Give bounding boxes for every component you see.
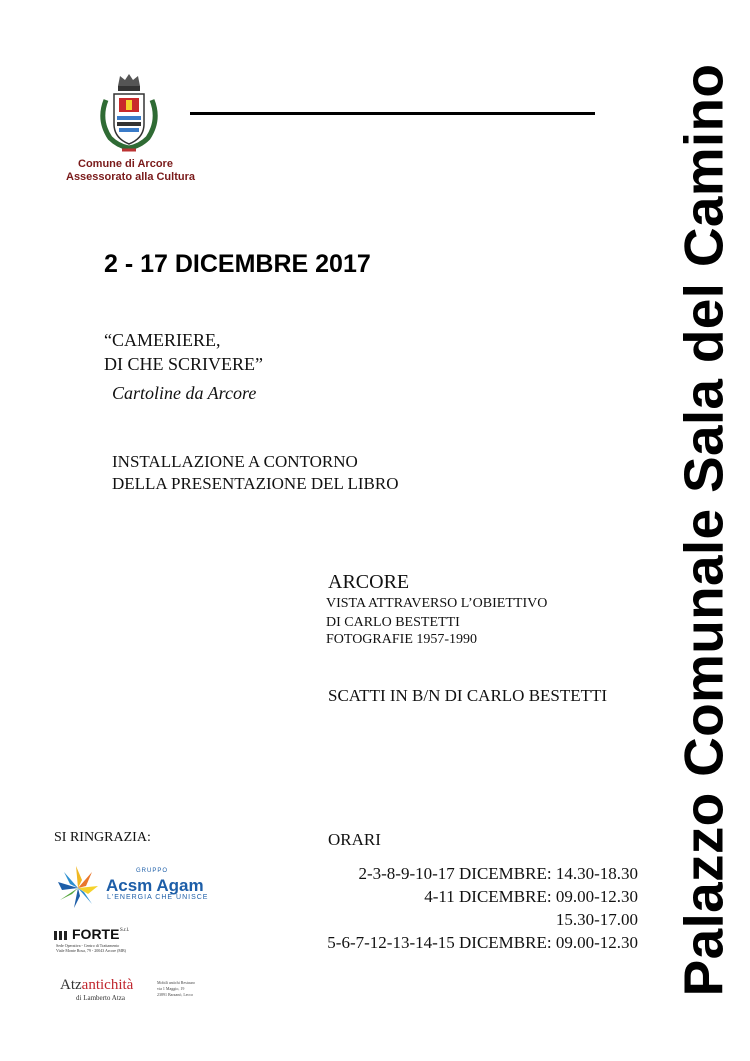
- thanks-label: SI RINGRAZIA:: [54, 830, 151, 845]
- atz-address-line-1: Mobili antichi Restauro: [157, 980, 195, 985]
- event-date: 2 - 17 DICEMBRE 2017: [104, 250, 371, 278]
- acsm-agam-name: Acsm Agam: [106, 876, 204, 895]
- forte-address-line-1: Sede Operativa - Centro di Trattamento: [56, 943, 120, 948]
- schedule-label: ORARI: [328, 830, 381, 849]
- forte-suffix: S.r.l.: [120, 928, 130, 933]
- schedule-row: 5-6-7-12-13-14-15 DICEMBRE: 09.00-12.30: [327, 933, 638, 952]
- forte-logo-icon: [54, 931, 70, 940]
- org-line-1: Comune di Arcore: [78, 158, 173, 170]
- book-title-line-2: DI CHE SCRIVERE”: [104, 354, 263, 374]
- forte-name: FORTE: [72, 926, 120, 942]
- atz-antichita-name: [60, 977, 133, 994]
- schedule-row: 2-3-8-9-10-17 DICEMBRE: 14.30-18.30: [358, 864, 638, 883]
- installation-line-2: DELLA PRESENTAZIONE DEL LIBRO: [112, 474, 399, 493]
- atz-address-line-3: 23891 Barzanò, Lecco: [157, 992, 194, 997]
- atz-address-line-2: via 1 Maggio, 19: [157, 986, 185, 991]
- schedule-row: 15.30-17.00: [555, 910, 638, 929]
- book-title-line-1: “CAMERIERE,: [104, 330, 221, 350]
- schedule-row: 4-11 DICEMBRE: 09.00-12.30: [424, 887, 638, 906]
- venue-title-container: [668, 20, 738, 1040]
- book-subtitle: Cartoline da Arcore: [112, 383, 257, 403]
- atz-name-part-1: Atz: [60, 977, 82, 993]
- exhibition-line-3: FOTOGRAFIE 1957-1990: [326, 632, 478, 647]
- atz-owner: di Lamberto Atza: [76, 994, 125, 1002]
- coat-of-arms-icon: [96, 72, 162, 156]
- venue-title: Palazzo Comunale Sala del Camino: [672, 63, 734, 997]
- acsm-agam-tagline: L'ENERGIA CHE UNISCE: [107, 894, 209, 901]
- exhibition-title: ARCORE: [328, 571, 410, 593]
- installation-line-1: INSTALLAZIONE A CONTORNO: [112, 452, 358, 471]
- acsm-group-label: GRUPPO: [136, 868, 169, 874]
- exhibition-line-2: DI CARLO BESTETTI: [326, 615, 460, 630]
- atz-name-part-2: antichità: [81, 977, 134, 993]
- photos-credit: SCATTI IN B/N DI CARLO BESTETTI: [328, 686, 608, 705]
- org-line-2: Assessorato alla Cultura: [66, 171, 195, 183]
- exhibition-line-1: VISTA ATTRAVERSO L’OBIETTIVO: [326, 596, 548, 611]
- forte-address-line-2: Viale Monte Rosa, 79 - 20043 Arcore (MB): [56, 948, 126, 953]
- divider-line: [190, 112, 595, 115]
